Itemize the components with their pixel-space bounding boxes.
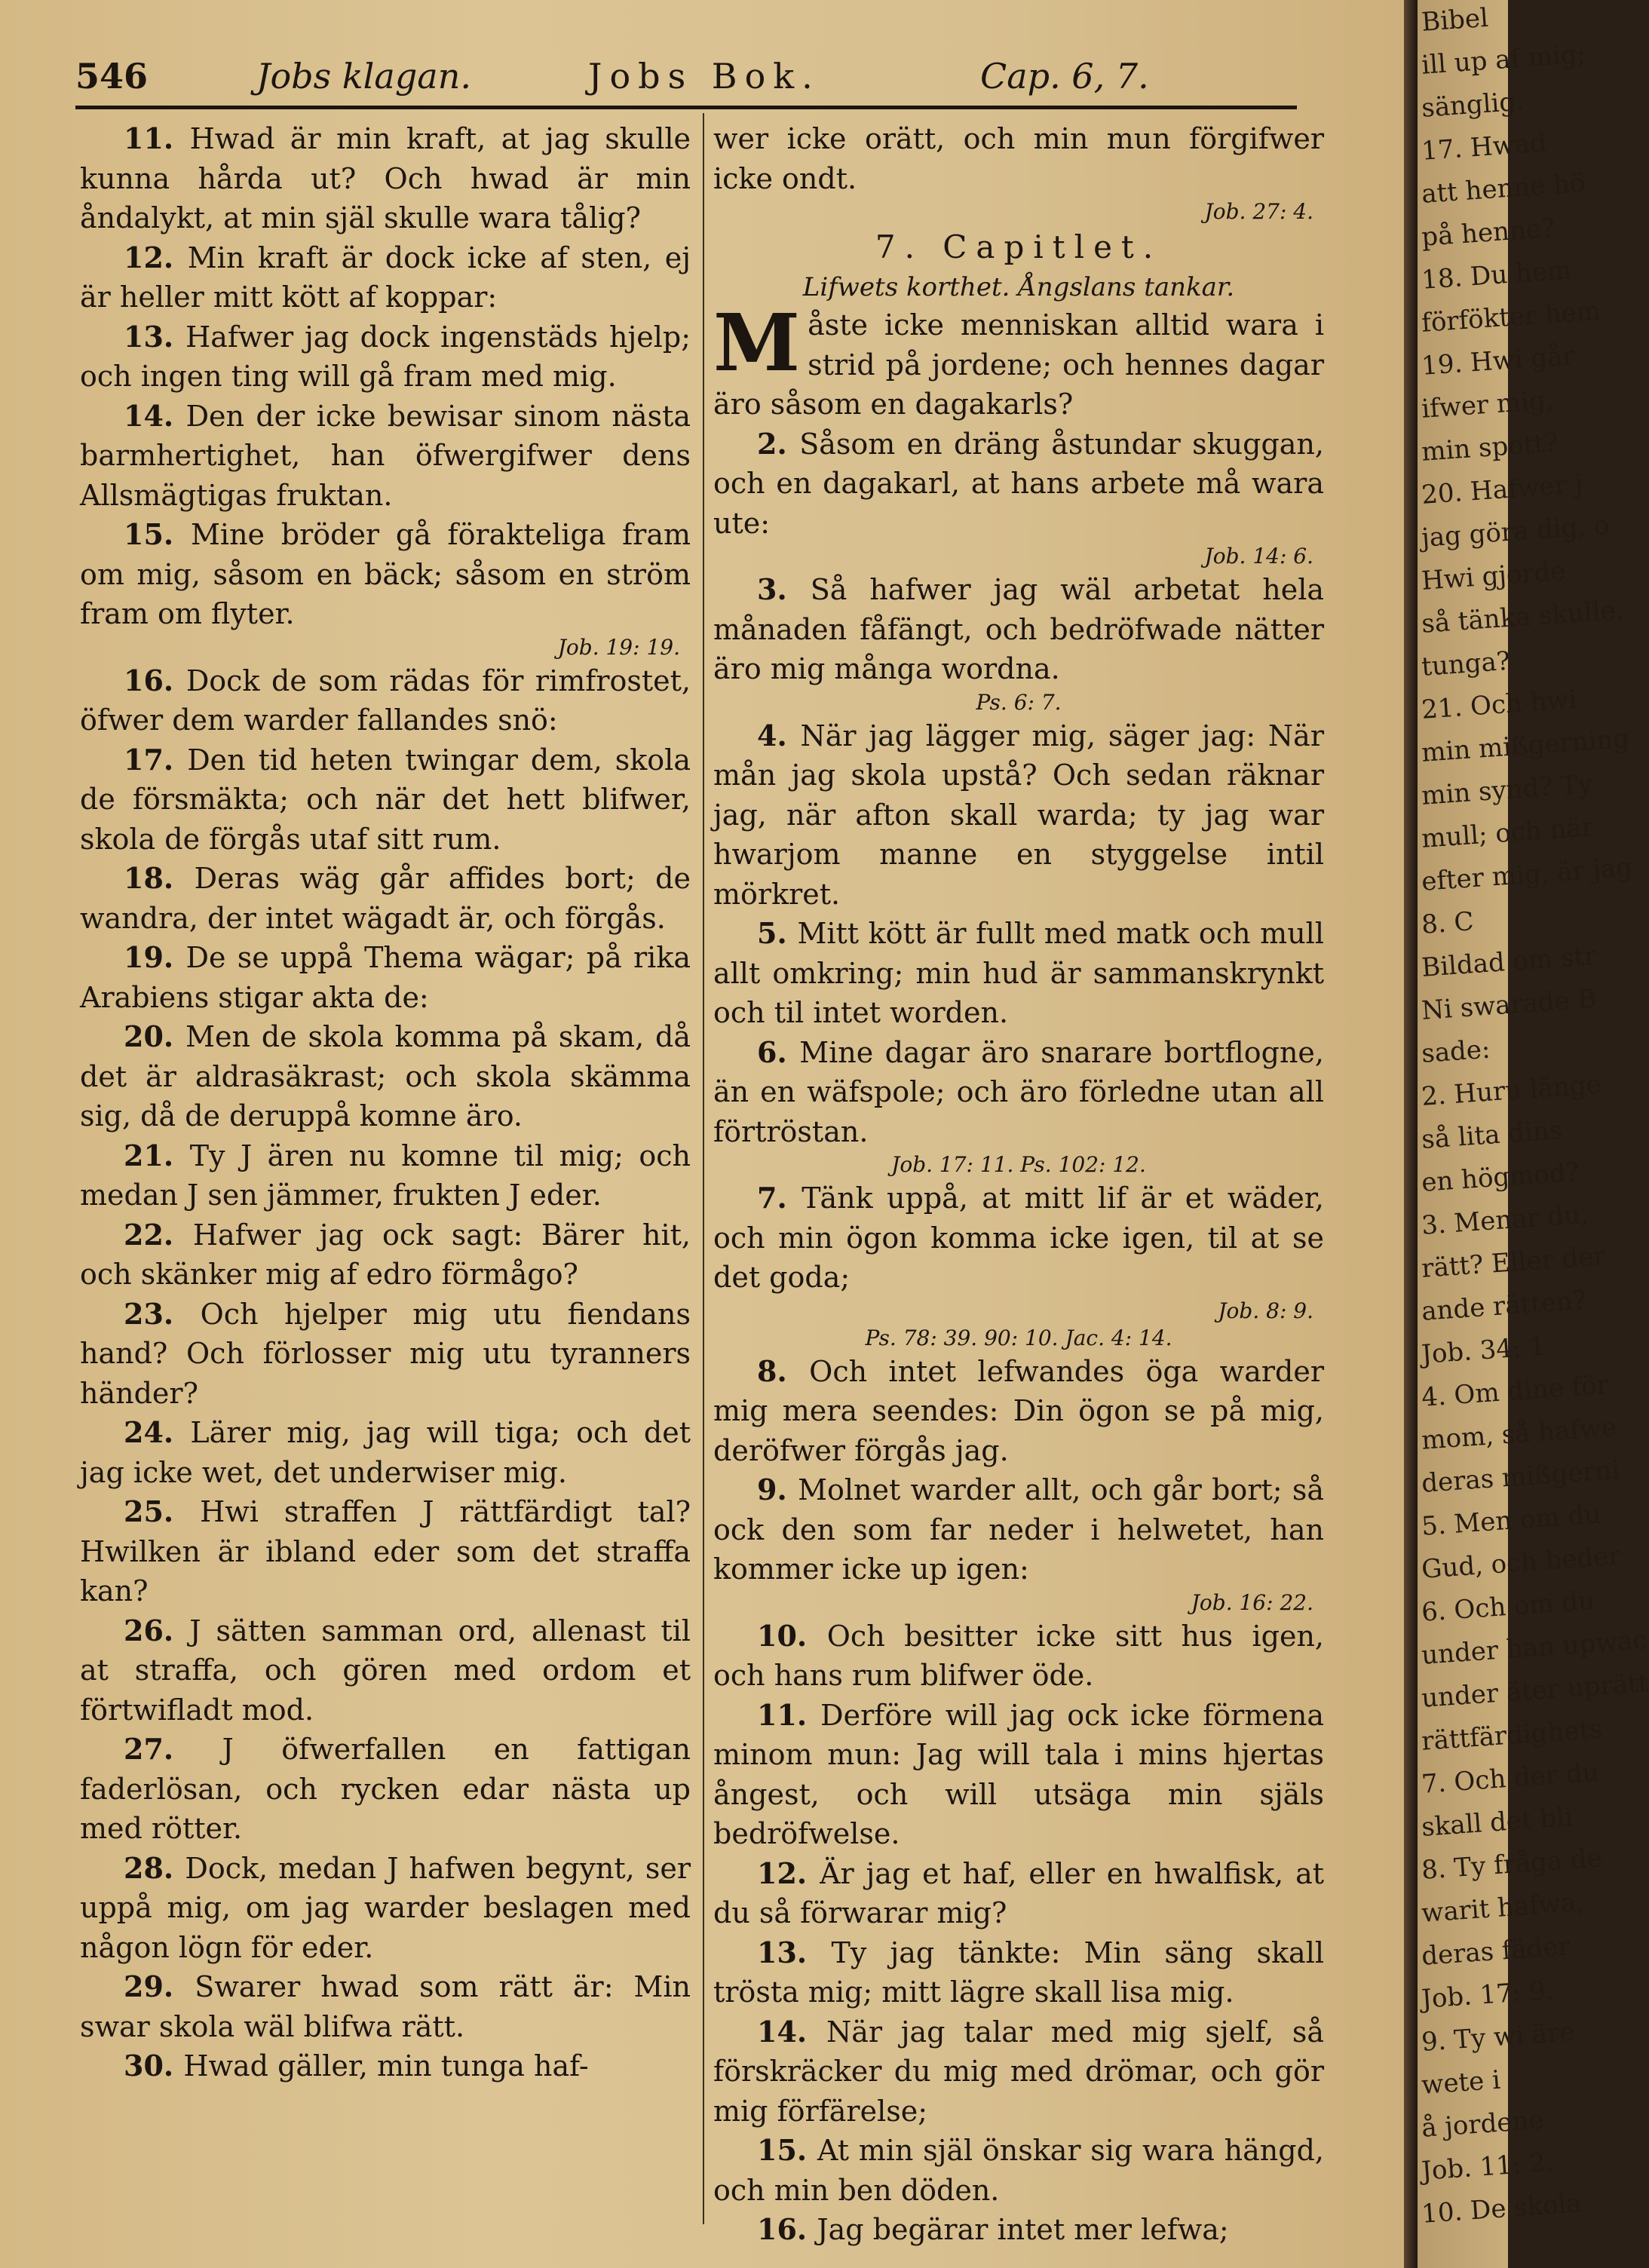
verse — [713, 1854, 1324, 1933]
verse-number: 10. — [757, 1618, 827, 1653]
verse-text: Så hafwer jag wäl arbetat hela månaden fåfängt, och bedröfwade nätter äro mig många wordna. — [713, 573, 1325, 685]
verse-number: 19. — [124, 940, 186, 974]
facing-page-fragment: 8. C — [1421, 906, 1475, 940]
verse-text: Molnet warder allt, och går bort; så ock den som far neder i helwetet, han kommer icke up igen: — [713, 1473, 1324, 1586]
verse-number: 12. — [124, 240, 188, 274]
facing-page-fragment: ande rätten? — [1421, 1285, 1588, 1327]
facing-page-fragment: 18. Du hem — [1421, 255, 1573, 296]
verse — [80, 1413, 691, 1492]
facing-page-fragment: Bibel — [1421, 2, 1490, 38]
verse — [713, 1696, 1324, 1854]
verse — [80, 1136, 691, 1215]
column-separator — [703, 113, 704, 2224]
verse-text: Den tid heten twingar dem, skola de försmäkta; och när det hett blifwer, skola de förgås utaf sitt rum. — [80, 743, 691, 856]
verse-text: Mine bröder gå förakteliga fram om mig, såsom en bäck; såsom en ström fram om flyter. — [80, 518, 691, 630]
verse-number: 14. — [757, 2014, 826, 2049]
facing-page-fragment: min synd? Ty — [1421, 769, 1594, 811]
facing-page-fragment: 6. Och om du — [1421, 1585, 1596, 1628]
verse — [713, 424, 1324, 544]
cross-reference: Job. 17: 11. Ps. 102: 12. — [891, 1152, 1146, 1177]
verse — [80, 119, 691, 238]
verse — [80, 661, 691, 740]
verse-text: At min själ önskar sig wara hängd, och min ben döden. — [713, 2134, 1324, 2207]
verse — [713, 1352, 1324, 1471]
verse-text: Hafwer jag ock sagt: Bärer hit, och skänker mig af edro förmågo? — [80, 1218, 691, 1291]
verse-text: Min kraft är dock icke af sten, ej är heller mitt kött af koppar: — [80, 241, 691, 314]
drop-cap: M — [713, 296, 801, 389]
cross-reference: Job. 19: 19. — [557, 634, 680, 660]
cross-reference: Job. 16: 22. — [1191, 1589, 1313, 1615]
verse — [80, 859, 691, 938]
verse-number: 7. — [757, 1181, 802, 1215]
chapter-title: 7. Capitlet. — [875, 228, 1163, 265]
facing-page-fragment: skall det bli — [1421, 1801, 1574, 1843]
verse-number: 21. — [124, 1138, 190, 1172]
left-column — [80, 119, 691, 2086]
cross-reference: Ps. 6: 7. — [976, 689, 1062, 715]
cross-reference: Job. 8: 9. — [1218, 1298, 1313, 1323]
facing-page-fragment: deras fäder — [1421, 1931, 1571, 1972]
verse-text: Ty J ären nu komne til mig; och medan J sen jämmer, frukten J eder. — [80, 1139, 691, 1212]
verse-continuation: wer icke orätt, och min mun förgifwer icke ondt. — [713, 122, 1324, 195]
verse-number: 17. — [124, 742, 188, 777]
verse-text: Och hjelper mig utu fiendans hand? Och förlosser mig utu tyranners händer? — [80, 1297, 691, 1410]
verse-text: Är jag et haf, eller en hwalfisk, at du så förwarar mig? — [713, 1856, 1324, 1929]
verse-number: 20. — [124, 1019, 186, 1053]
cross-reference: Ps. 78: 39. 90: 10. Jac. 4: 14. — [865, 1325, 1172, 1350]
verse-text: Dock de som rädas för rimfrostet, öfwer dem warder fallandes snö: — [80, 664, 691, 737]
verse-text: J sätten samman ord, allenast til at straffa, och gören med ordom et förtwifladt mod. — [80, 1614, 691, 1727]
verse — [713, 2012, 1324, 2132]
verse-number: 5. — [757, 916, 798, 950]
verse-text: Hwad gäller, min tunga haf- — [183, 2049, 589, 2083]
right-column — [713, 119, 1324, 2250]
facing-page-fragment: mull; och när — [1421, 812, 1595, 854]
verse — [80, 317, 691, 397]
facing-page-fragment: wete i — [1421, 2064, 1502, 2101]
facing-page-fragment: 5. Men om du — [1421, 1499, 1602, 1542]
facing-page-fragment: 8. Ty fråga de — [1421, 1843, 1603, 1886]
verse — [80, 2046, 691, 2086]
verse — [713, 1178, 1324, 1298]
facing-page-fragment: Job. 11: 2. — [1421, 2147, 1555, 2187]
facing-page-fragment: rätt? Eller der — [1421, 1240, 1607, 1284]
facing-page-fragment: jag göra dig, o — [1421, 510, 1611, 553]
facing-page-fragment: Gud, och beder — [1421, 1540, 1622, 1585]
verse — [713, 1033, 1324, 1152]
verse-text: J öfwerfallen en fattigan faderlösan, och rycken edar nästa up med rötter. — [80, 1733, 691, 1845]
verse-number: 16. — [124, 663, 186, 697]
verse — [713, 2210, 1324, 2250]
verse-number: 18. — [124, 861, 195, 895]
verse — [80, 1611, 691, 1730]
facing-page-fragment: deras mißgerni — [1421, 1454, 1621, 1499]
header-chapter-ref: Cap. 6, 7. — [980, 56, 1149, 97]
verse — [80, 1295, 691, 1414]
verse-text: Tänk uppå, at mitt lif är et wäder, och min ögon komma icke igen, til at se det goda; — [713, 1182, 1324, 1294]
facing-page-fragment: Hwi gjorde — [1421, 556, 1567, 596]
verse-text: Hwad är min kraft, at jag skulle kunna hårda ut? Och hwad är min åndalykt, at min själ skulle wara tålig? — [80, 122, 691, 234]
verse — [713, 1617, 1324, 1696]
verse — [80, 1849, 691, 1968]
verse-text: När jag lägger mig, säger jag: När mån jag skola upstå? Och sedan räknar jag, när afton skall warda; ty jag war hwarjom manne en styggelse intil mörkret. — [713, 719, 1324, 911]
header-rule — [75, 106, 1297, 109]
verse-text: Den der icke bewisar sinom nästa barmhertighet, han öfwergifwer dens Allsmägtigas fruktan. — [80, 399, 691, 512]
verse-number: 26. — [124, 1613, 190, 1647]
verse-number: 9. — [757, 1473, 798, 1506]
verse-text: Jag begärar intet mer lefwa; — [817, 2213, 1229, 2246]
facing-page-fragment: så tänka skulle, — [1421, 595, 1625, 639]
verse — [80, 1730, 691, 1849]
verse-number: 16. — [757, 2212, 817, 2246]
verse-text: Deras wäg går affides bort; de wandra, der intet wägadt är, och förgås. — [80, 862, 691, 935]
verse-text: Mitt kött är fullt med matk och mull allt omkring; min hud är sammanskrynkt och til intet worden. — [713, 917, 1324, 1029]
first-verse — [713, 296, 1324, 424]
cross-reference: Job. 14: 6. — [1204, 544, 1313, 569]
verse-text: De se uppå Thema wägar; på rika Arabiens stigar akta de: — [80, 941, 691, 1014]
facing-page-fragment: 21. Och hwi — [1421, 684, 1578, 725]
facing-page-fragment: warit hafwa, — [1421, 1886, 1586, 1929]
verse-number: 28. — [124, 1850, 185, 1885]
facing-page-fragment: efter mig, är jag — [1421, 852, 1634, 897]
facing-page-fragment: mom, så hafwe — [1421, 1411, 1618, 1456]
verse-text: Mine dagar äro snarare bortflogne, än en wäfspole; och äro förledne utan all förtröstan. — [713, 1035, 1324, 1148]
verse-text: åste icke menniskan alltid wara i strid på jordene; och hennes dagar äro såsom en dagakarls? — [713, 308, 1324, 421]
facing-page-fragment: på henne? — [1421, 213, 1556, 253]
verse-number: 3. — [757, 572, 811, 606]
verse-number: 12. — [757, 1856, 820, 1890]
verse-number: 30. — [124, 2049, 184, 2083]
verse — [713, 716, 1324, 915]
verse-number: 2. — [757, 426, 800, 461]
verse — [80, 238, 691, 317]
facing-page-fragment: 20. Hafwer j — [1421, 469, 1584, 510]
verse-number: 29. — [124, 1969, 195, 2003]
verse-number: 6. — [757, 1034, 800, 1069]
verse-number: 14. — [124, 398, 186, 433]
verse-text: Ty jag tänkte: Min säng skall trösta mig; mitt lägre skall lisa mig. — [713, 1935, 1324, 2009]
verse — [713, 1933, 1324, 2012]
facing-page-fragment: så lita dins — [1421, 1114, 1564, 1155]
verse-number: 24. — [124, 1415, 191, 1449]
right-verses — [713, 424, 1324, 2250]
facing-page-fragment: 9. Ty wi äre — [1421, 2016, 1576, 2058]
verse — [80, 397, 691, 516]
verse-number: 8. — [757, 1353, 810, 1388]
facing-page-fragment: Job. 17: 9. — [1421, 1975, 1555, 2015]
verse-number: 22. — [124, 1217, 193, 1252]
verse — [80, 515, 691, 634]
verse — [80, 1967, 691, 2046]
verse-number: 15. — [124, 517, 191, 551]
facing-page-fragment: förfökter hem — [1421, 296, 1602, 339]
facing-page-fragment: ifwer mig, — [1421, 385, 1555, 424]
verse-text: När jag talar med mig sjelf, så förskräcker du mig med drömar, och gör mig förfärelse; — [713, 2015, 1325, 2128]
facing-page-fragment: rättfärdighets — [1421, 1714, 1604, 1757]
verse — [80, 938, 691, 1017]
verse-number: 23. — [124, 1296, 201, 1331]
cross-reference: Job. 27: 4. — [1204, 199, 1313, 224]
verse-text: Derföre will jag ock icke förmena minom mun: Jag will tala i mins hjertas ångest, och will utsäga min själs bedröfwelse. — [713, 1698, 1324, 1850]
verse-text: Såsom en dräng åstundar skuggan, och en dagakarl, at hans arbete må wara ute: — [713, 427, 1325, 540]
facing-page-fragment: tunga? — [1421, 645, 1512, 682]
facing-page-fragment: sänglig. — [1421, 86, 1525, 124]
verse — [80, 740, 691, 860]
verse-number: 13. — [124, 319, 186, 354]
facing-page-fragment: 4. Om dine för — [1421, 1369, 1611, 1413]
facing-page-fragment: Ni swarade B — [1421, 983, 1598, 1026]
facing-page-fragment: sade: — [1421, 1034, 1491, 1069]
running-header — [75, 51, 1297, 104]
verse-number: 27. — [124, 1732, 222, 1766]
facing-page-fragment: 7. Och der du — [1421, 1757, 1600, 1800]
verse-text: Men de skola komma på skam, då det är aldrasäkrast; och skola skämma sig, då de deruppå komne äro. — [80, 1020, 691, 1132]
verse-text: Och intet lefwandes öga warder mig mera seendes: Din ögon se på mig, deröfwer förgås jag. — [713, 1354, 1324, 1467]
facing-page-fragment: en högmod? — [1421, 1157, 1580, 1198]
verse — [713, 2131, 1324, 2210]
verse-text: Hwi straffen J rättfärdigt tal? Hwilken är ibland eder som det straffa kan? — [80, 1495, 691, 1608]
facing-page-fragment: under äter uprätt — [1421, 1667, 1649, 1714]
header-center-title: Jobs Bok. — [588, 56, 820, 97]
chapter-summary: Lifwets korthet. Ångslans tankar. — [802, 272, 1235, 302]
facing-page-fragment: 2. Huru länge — [1421, 1069, 1602, 1112]
verse-number: 25. — [124, 1494, 201, 1528]
verse-text: Hafwer jag dock ingenstäds hjelp; och ingen ting will gå fram med mig. — [80, 320, 691, 393]
verse-text: Och besitter icke sitt hus igen, och hans rum blifwer öde. — [713, 1619, 1324, 1692]
verse-number: 11. — [124, 121, 190, 155]
book-gutter — [1404, 0, 1418, 2268]
facing-page-edge — [1418, 0, 1649, 2268]
facing-page-fragment: min mißgerning — [1421, 723, 1631, 768]
facing-page-fragment: under han upwac — [1421, 1625, 1648, 1671]
facing-page-fragment: att henne hö — [1421, 167, 1586, 210]
facing-page-fragment: min spott? — [1421, 428, 1559, 467]
verse-number: 4. — [757, 718, 801, 752]
verse — [713, 1470, 1324, 1589]
facing-page-fragment: 17. Hwad — [1421, 127, 1548, 167]
facing-page-fragment: 19. Hwi går — [1421, 340, 1576, 382]
facing-page-fragment: ill up af mig; — [1421, 38, 1587, 81]
verse-text: Swarer hwad som rätt är: Min swar skola wäl blifwa rätt. — [80, 1970, 691, 2043]
header-left-title: Jobs klagan. — [256, 56, 471, 97]
verse — [80, 1492, 691, 1611]
verse — [713, 570, 1324, 689]
facing-page-fragment: 10. De skola — [1421, 2188, 1583, 2230]
page-number: 546 — [75, 56, 149, 97]
verse-number: 13. — [757, 1935, 832, 1969]
facing-page-fragment: å jordene — [1421, 2104, 1545, 2144]
verse-text: Dock, medan J hafwen begynt, ser uppå mig, om jag warder beslagen med någon lögn för eder. — [80, 1851, 691, 1964]
verse — [80, 1215, 691, 1295]
verse-number: 11. — [757, 1697, 821, 1732]
facing-page-fragment: Job. 34: 1 — [1421, 1331, 1547, 1370]
verse-number: 15. — [757, 2133, 817, 2167]
verse — [80, 1017, 691, 1136]
verse-text: Lärer mig, jag will tiga; och det jag icke wet, det underwiser mig. — [80, 1416, 691, 1489]
facing-page-fragment: Bildad om str — [1421, 940, 1598, 983]
verse — [713, 914, 1324, 1033]
facing-page-fragment: 3. Menar du, — [1421, 1199, 1590, 1241]
